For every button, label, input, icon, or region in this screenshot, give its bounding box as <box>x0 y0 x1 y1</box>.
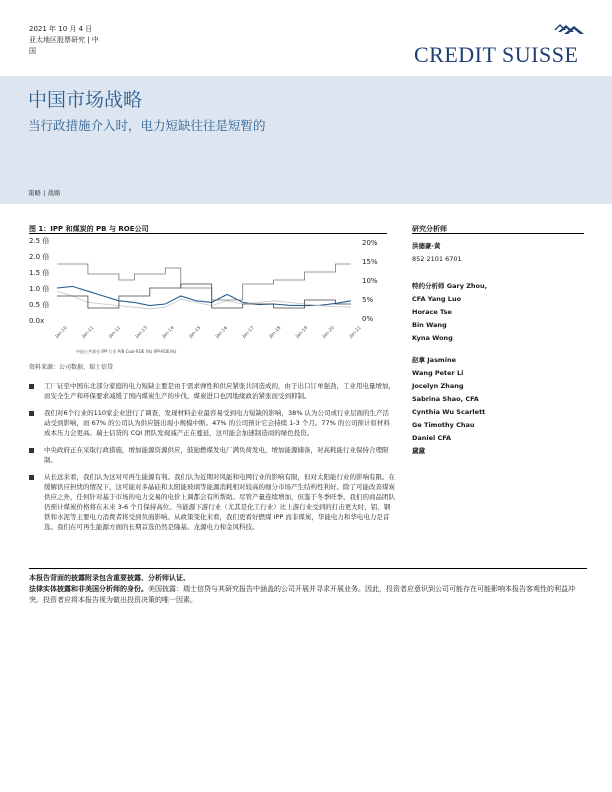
bullet-2: 我们对6个行业的110家企业进行了调查，发现材料企业最容易受到电力短缺的影响，38% 认为公司或行业层面的生产活动受到影响，而 67% 的公司认为供应链出现小规模中断。47% 的公司预计它会持续 1-3 个月。77% 的公司预计原材料成本压力会更高。瑞士信贷的 CQI 团队发现减产正在蔓延，这可能会加速制造商的绿色投资。 <box>29 408 395 438</box>
analyst-g2-5: Ge Timothy Chau <box>412 421 475 429</box>
analyst-g1-2: Horace Tse <box>412 308 452 316</box>
left-axis <box>29 236 49 325</box>
report-date: 2021 年 10 月 4 日 <box>29 25 93 33</box>
x-tick-label: Jan-16 <box>215 325 229 340</box>
x-tick-label: Jan-18 <box>268 325 283 340</box>
pb-roe-chart <box>29 234 389 362</box>
report-meta <box>29 24 109 57</box>
right-axis <box>362 239 378 323</box>
analysts-title: 研究分析师 <box>412 225 447 233</box>
right-tick-label: 10% <box>362 277 378 285</box>
analyst-g2-7: 黛黛 <box>412 447 425 455</box>
x-axis <box>53 325 362 340</box>
analyst-g2-3: Sabrina Shao, CFA <box>412 395 479 403</box>
series-line-0 <box>57 286 351 305</box>
left-tick-label: 0.0x <box>29 317 45 325</box>
left-tick-label: 1.0 倍 <box>29 285 50 293</box>
lead-analyst-phone: 852 2101 6701 <box>412 255 462 263</box>
left-tick-label: 2.5 倍 <box>29 237 50 245</box>
disclosure-bold-2: 法律实体披露和非美国分析师的身份。 <box>29 585 148 593</box>
bullet-4: 从长远来看，我们认为这对可再生能源有利。我们认为近期对风能和电网行业的影响有限，但对太阳能行业的影响有限。在缓解供应担忧的情况下，这可能对多晶硅和太阳能玻璃等能源消耗相对较高的细分市场产生结构性利好。除了可能改善煤炭供应之外，任何针对基于市场的电力交易的电价上调都会有所帮助。尽管产量连续增加，但鉴于冬季旺季，我们的商品团队仍预计煤炭价格将在未来 3-6 个月保持高位。当能源下游行业（尤其是化工行业）比上游行业受到的打击更大时，铝、钢铁和水泥等主要电力消费者将受到负面影响。从政策变化来看，我们更看好燃煤 IPP 而非煤炭，华能电力和华电电力是首选。我们在可再生能源方面的长期首选仍然是隆基、龙源电力和金风科技。 <box>29 472 395 532</box>
bullet-3: 中央政府正在采取行政措施，增加能源资源供应，鼓励燃煤发电厂满负荷发电，增加能源储备，对高耗能行业保持合理限制。 <box>29 445 395 465</box>
right-tick-label: 20% <box>362 239 378 247</box>
lead-analyst-name: 洪德豪·黄 <box>412 242 441 250</box>
x-tick-label: Jan-19 <box>295 325 310 340</box>
x-tick-label: Jan-21 <box>348 325 363 340</box>
chart-series <box>57 264 351 309</box>
analyst-g2-1: Wang Peter Li <box>412 369 464 377</box>
left-tick-label: 1.5 倍 <box>29 269 50 277</box>
disclosure-text: 美国披露：瑞士信贷与其研究报告中涵盖的公司开展并寻求开展业务。因此，投资者应意识到公司可能存在可能影响本报告客观性的利益冲突。投资者应将本报告视为做出投资决策的唯一因素。 <box>29 585 575 604</box>
report-tags: 策略 | 战略 <box>28 189 61 197</box>
report-department: 亚太地区股票研究 | 中 <box>29 36 99 44</box>
left-tick-label: 2.0 倍 <box>29 253 50 261</box>
analyst-g2-2: Jocelyn Zhang <box>412 382 464 390</box>
footer-rule <box>29 568 587 569</box>
figure-source: 资料来源：公司数据、瑞士信贷 <box>29 364 114 371</box>
logo-text: CREDIT SUISSE <box>414 42 579 67</box>
x-tick-label: Jan-10 <box>54 325 69 340</box>
analyst-group-1 <box>412 280 587 345</box>
analyst-g1-3: Bin Wang <box>412 321 447 329</box>
right-tick-label: 15% <box>362 258 378 266</box>
analysts-rule <box>412 233 584 234</box>
disclosure-footer <box>29 573 587 606</box>
analyst-g1-4: Kyna Wong <box>412 334 453 342</box>
key-points <box>29 381 395 539</box>
series-line-2 <box>57 264 351 300</box>
x-tick-label: Jan-11 <box>81 325 96 340</box>
x-tick-label: Jan-13 <box>135 325 149 340</box>
right-tick-label: 0% <box>362 315 374 323</box>
analyst-g1-0: 特约分析师 Gary Zhou, <box>412 282 488 290</box>
analyst-g2-4: Cynthia Wu Scarlett <box>412 408 486 416</box>
right-tick-label: 5% <box>362 296 374 304</box>
analyst-g2-0: 赵拿 Jasmine <box>412 356 456 364</box>
disclosure-body <box>29 584 587 606</box>
figure-title: 图 1：IPP 和煤炭的 PB 与 ROE公司 <box>29 225 149 233</box>
x-tick-label: Jan-14 <box>161 325 176 340</box>
disclosure-bold-1: 本报告背面的披露附录包含重要披露、分析师认证、 <box>29 574 190 582</box>
x-tick-label: Jan-15 <box>188 325 203 340</box>
chart-legend: 中国公共事业 IPP 行业 P/B Coal-ROE (%) IPP-ROE(%) <box>76 349 177 354</box>
left-tick-label: 0.5 倍 <box>29 301 50 309</box>
report-department-cont: 国 <box>29 47 36 55</box>
page-subtitle: 当行政措施介入时，电力短缺往往是短暂的 <box>28 118 266 133</box>
bullet-1: 工厂证至中国东北部分家庭的电力短缺主要是由于需求弹性和供应紧张共同造成的，由于出口订单强劲，工业用电量增加，而安全生产和环保要求减缓了国内煤炭生产的步伐，煤炭进口也因地缘政治紧张而受到抑制。 <box>29 381 395 401</box>
analyst-g2-6: Daniel CFA <box>412 434 452 442</box>
x-tick-label: Jan-20 <box>322 325 336 340</box>
page-title: 中国市场战略 <box>28 89 143 111</box>
analyst-group-2 <box>412 354 587 458</box>
credit-suisse-logo <box>414 22 586 68</box>
x-tick-label: Jan-17 <box>241 325 256 340</box>
analyst-g1-1: CFA Yang Luo <box>412 295 462 303</box>
x-tick-label: Jan-12 <box>108 325 122 340</box>
lead-analyst <box>412 240 587 266</box>
